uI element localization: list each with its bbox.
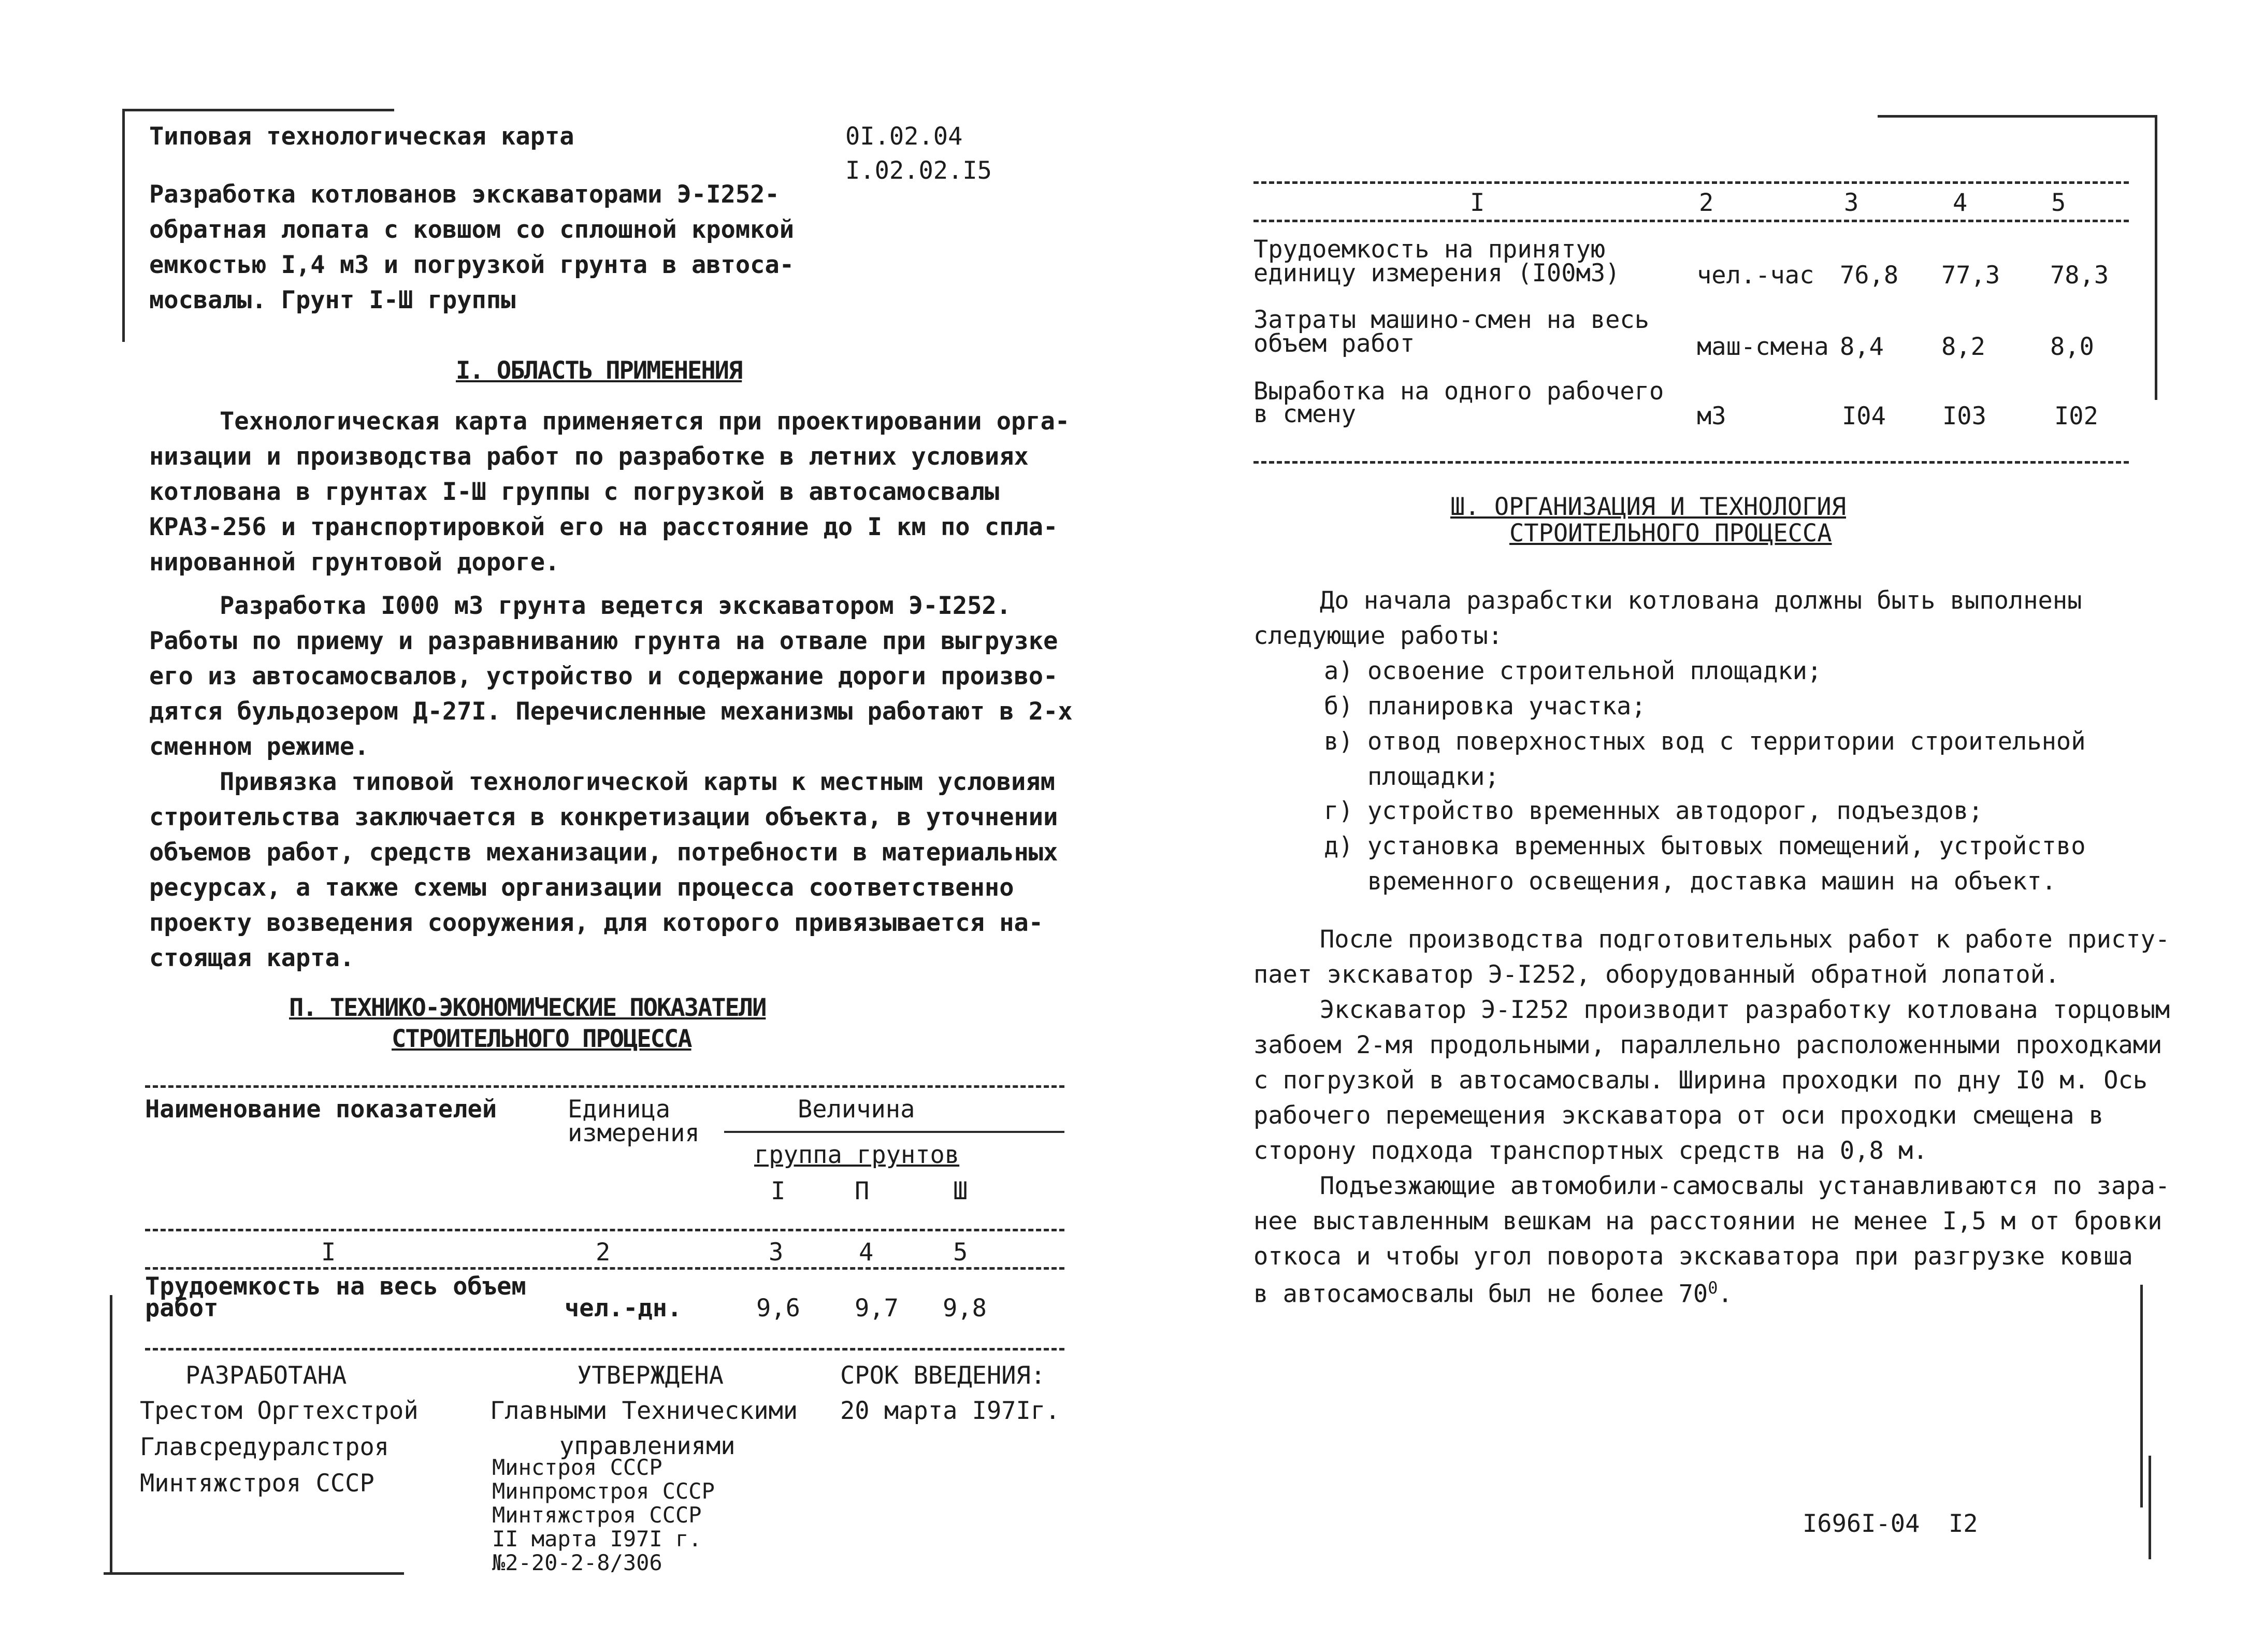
list-text: площадки; [1367,763,1500,791]
page-number: I2 [1949,1510,1978,1538]
col-number: 3 [769,1238,784,1267]
frame-bottom-left [104,1572,404,1575]
approved-number: №2-20-2-8/306 [492,1550,662,1575]
row-name: единицу измерения (I00м3) [1253,259,1620,288]
row-unit: чел.-дн. [565,1294,682,1323]
doc-code-2: I.02.02.I5 [845,156,992,185]
degree-sup: 0 [1708,1278,1718,1298]
section2-title-1: П. ТЕХНИКО-ЭКОНОМИЧЕСКИЕ ПОКАЗАТЕЛИ [289,994,766,1022]
list-text: отвод поверхностных вод с территории строительной [1367,727,2086,756]
col-number: 2 [596,1238,611,1267]
approved-title: УТВЕРЖДЕНА [577,1361,724,1390]
doc-type: Типовая технологическая карта [149,122,574,151]
row-name: Трудоемкость на весь объем [145,1272,526,1301]
group-label: П [855,1177,870,1205]
row-name: работ [145,1294,219,1323]
row-value: I03 [1942,402,1986,430]
frame-top-right [1878,115,2157,118]
list-mark: г) [1324,797,1353,825]
text-line: объемов работ, средств механизации, потребности в материальных [149,838,1058,867]
row-value: 76,8 [1840,261,1899,290]
row-name: Выработка на одного рабочего [1253,377,1664,406]
list-mark: а) [1324,657,1353,685]
col-number: I [321,1238,336,1267]
text-line: проекту возведения сооружения, для которого привязывается на- [149,909,1044,937]
text-line: нее выставленным вешкам на расстоянии не менее I,5 м от бровки [1253,1207,2163,1236]
row-name: Затраты машино-смен на весь [1253,306,1650,334]
col-header-name: Наименование показателей [145,1095,497,1124]
text-line: После производства подготовительных работ к работе присту- [1320,925,2170,954]
developed-line: Главсредуралстроя [140,1433,390,1461]
subtitle-line: мосвалы. Грунт I-Ш группы [149,286,516,314]
last-line-end: . [1718,1280,1733,1309]
text-line: стоящая карта. [149,944,355,972]
right-table-top-rule-2 [1253,220,2129,222]
col-number: 5 [953,1238,968,1267]
col-number: 4 [1953,189,1968,217]
section1-title: I. ОБЛАСТЬ ПРИМЕНЕНИЯ [456,356,742,385]
table-bottom-rule [145,1348,1064,1351]
section3-title-2: СТРОИТЕЛЬНОГО ПРОЦЕССА [1509,519,1832,548]
group-label: I [771,1177,786,1205]
text-line: сторону подхода транспортных средств на 0,8 м. [1253,1137,1928,1165]
frame-left-lower [110,1295,112,1575]
text-line: откоса и чтобы угол поворота экскаватора при разгрузке ковша [1253,1242,2133,1271]
text-line: ресурсах, а также схемы организации процесса соответственно [149,873,1014,902]
section2-title-2: СТРОИТЕЛЬНОГО ПРОЦЕССА [392,1025,691,1053]
list-mark: б) [1324,692,1353,721]
row-name: объем работ [1253,329,1415,358]
approved-line: управлениями [559,1432,736,1460]
subtitle-line: емкостью I,4 м3 и погрузкой грунта в автоса- [149,251,795,279]
row-value: 9,6 [756,1294,800,1323]
table-numbers-top-rule [145,1229,1064,1231]
row-value: 8,4 [1840,333,1884,361]
col-number: 5 [2051,189,2066,217]
list-mark: в) [1324,727,1353,756]
row-name: Трудоемкость на принятую [1253,235,1606,264]
text-line: следующие работы: [1253,622,1503,650]
row-value: 78,3 [2050,261,2109,290]
right-table-bottom-rule [1253,461,2129,464]
row-value: 8,2 [1941,333,1985,361]
frame-top-left [122,109,394,111]
text-line: строительства заключается в конкретизации объекта, в уточнении [149,803,1058,831]
row-unit: м3 [1697,402,1726,430]
row-value: 77,3 [1941,261,2000,290]
effective-title: СРОК ВВЕДЕНИЯ: [840,1361,1046,1390]
table-top-rule [145,1085,1064,1088]
approved-line: Главными Техническими [490,1397,798,1425]
text-line: Экскаватор Э-I252 производит разработку котлована торцовым [1320,996,2170,1024]
row-unit: маш-смена [1697,333,1829,361]
text-line: дятся бульдозером Д-27I. Перечисленные механизмы работают в 2-х [149,697,1073,726]
section3-title-1: Ш. ОРГАНИЗАЦИЯ И ТЕХНОЛОГИЯ [1450,493,1847,521]
col-header-value: Величина [798,1095,915,1124]
right-table-top-rule-1 [1253,181,2129,184]
text-line: Привязка типовой технологической карты к местным условиям [220,768,1055,796]
group-label: Ш [953,1177,968,1205]
doc-code-1: 0I.02.04 [845,122,963,151]
frame-right-mid [2140,1285,2143,1507]
row-value: 9,7 [855,1294,899,1323]
developed-title: РАЗРАБОТАНА [185,1361,347,1390]
frame-left-upper [122,109,125,342]
col-header-group: группа грунтов [754,1141,960,1169]
row-value: I04 [1842,402,1886,430]
text-line: нированной грунтовой дороге. [149,548,560,577]
row-unit: чел.-час [1697,261,1814,290]
col-number: 2 [1699,189,1714,217]
col-header-unit-1: Единица [568,1095,671,1124]
text-line: КРАЗ-256 и транспортировкой его на расстояние до I км по спла- [149,513,1058,541]
text-line: его из автосамосвалов, устройство и содержание дороги произво- [149,662,1058,691]
text-line: Технологическая карта применяется при проектировании орга- [220,407,1070,436]
approved-ministry: Минтяжстроя СССР [492,1502,702,1528]
subtitle-line: обратная лопата с ковшом со сплошной кромкой [149,216,795,244]
list-text: временного освещения, доставка машин на объект. [1367,867,2056,896]
approved-ministry: Минпромстроя СССР [492,1478,715,1504]
text-line: низации и производства работ по разработке в летних условиях [149,442,1029,471]
developed-line: Трестом Оргтехстрой [140,1397,419,1425]
row-value: I02 [2054,402,2098,430]
frame-right-lower [2149,1456,2151,1559]
footer-code: I696I-04 [1803,1510,1920,1538]
text-line: Разработка I000 м3 грунта ведется экскаватором Э-I252. [220,592,1012,620]
list-text: установка временных бытовых помещений, устройство [1367,832,2086,860]
col-number: I [1470,189,1485,217]
row-value: 9,8 [943,1294,987,1323]
text-line: До начала разрабстки котлована должны быть выполнены [1320,586,2082,615]
developed-line: Минтяжстроя СССР [140,1469,374,1498]
list-text: освоение строительной площадки; [1367,657,1822,685]
text-line: с погрузкой в автосамосвалы. Ширина проходки по дну I0 м. Ось [1253,1066,2148,1095]
list-text: планировка участка; [1367,692,1646,721]
approved-ministry: Минстроя СССР [492,1455,662,1480]
frame-right-upper [2155,115,2157,400]
row-value: 8,0 [2050,333,2094,361]
col-header-unit-2: измерения [568,1119,700,1147]
col-number: 3 [1844,189,1859,217]
text-line: рабочего перемещения экскаватора от оси проходки смещена в [1253,1101,2104,1130]
text-line: сменном режиме. [149,732,369,761]
text-line: Работы по приему и разравниванию грунта на отвале при выгрузке [149,627,1058,655]
text-line: котлована в грунтах I-Ш группы с погрузкой в автосамосвалы [149,478,1000,506]
subtitle-line: Разработка котлованов экскаваторами Э-I252- [149,180,780,209]
text-line: забоем 2-мя продольными, параллельно расположенными проходками [1253,1031,2163,1059]
last-line-text: в автосамосвалы был не более 70 [1253,1280,1708,1309]
text-line [1253,1278,1733,1309]
effective-date: 20 марта I97Iг. [840,1397,1060,1425]
list-text: устройство временных автодорог, подъездов; [1367,797,1983,825]
approved-date: II марта I97I г. [492,1526,702,1552]
col-number: 4 [859,1238,874,1267]
table-numbers-bottom-rule [145,1267,1064,1270]
value-header-rule [724,1131,1064,1133]
row-name: в смену [1253,400,1357,428]
text-line: Подъезжающие автомобили-самосвалы устанавливаются по зара- [1320,1172,2170,1200]
list-mark: д) [1324,832,1353,860]
text-line: пает экскаватор Э-I252, оборудованный обратной лопатой. [1253,960,2060,989]
